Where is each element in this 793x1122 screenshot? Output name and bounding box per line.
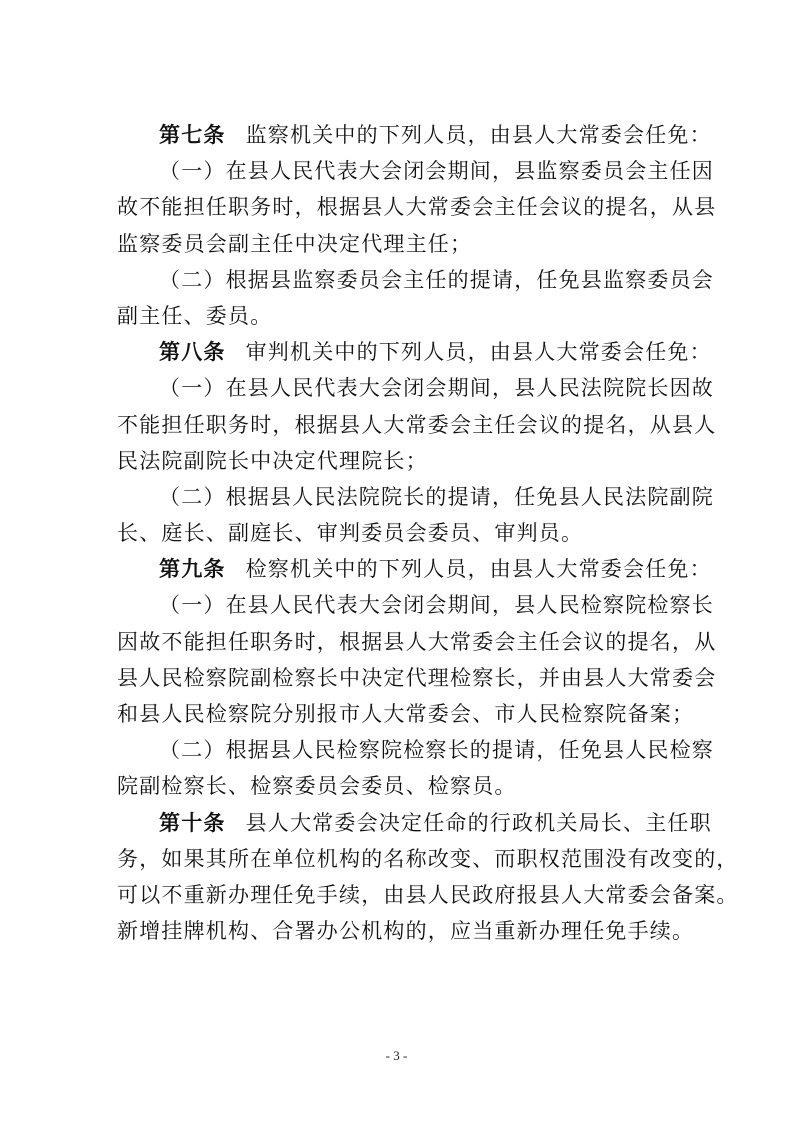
article-8-item-1-line-3: 民法院副院长中决定代理院长； — [117, 448, 428, 473]
article-8-heading — [117, 334, 712, 370]
article-9-item-1-line-3: 县人民检察院副检察长中决定代理检察长，并由县人大常委会 — [117, 665, 717, 690]
article-7-item-1-line-1: （一）在县人民代表大会闭会期间，县监察委员会主任因 — [159, 159, 714, 184]
article-9-lead: 检察机关中的下列人员，由县人大常委会任免： — [245, 557, 712, 582]
article-10-line-4: 新增挂牌机构、合署办公机构的，应当重新办理任免手续。 — [117, 919, 695, 944]
article-10-line-3: 可以不重新办理任免手续，由县人民政府报县人大常委会备案。 — [117, 882, 739, 907]
article-9-item-1-line-1: （一）在县人民代表大会闭会期间，县人民检察院检察长 — [159, 593, 714, 618]
article-10-label: 第十条 — [159, 809, 226, 835]
article-8-lead: 审判机关中的下列人员，由县人大常委会任免： — [245, 340, 712, 365]
article-10-line-2: 务，如果其所在单位机构的名称改变、而职权范围没有改变的， — [117, 846, 739, 871]
article-9-item-1-line-2: 因故不能担任职务时，根据县人大常委会主任会议的提名，从 — [117, 629, 717, 654]
article-9-item-2-line-2: 院副检察长、检察委员会委员、检察员。 — [117, 774, 517, 799]
page-number: - 3 - — [385, 1048, 408, 1063]
document-body — [117, 117, 739, 949]
article-7-item-1-line-3: 监察委员会副主任中决定代理主任； — [117, 231, 473, 256]
article-10-lead: 县人大常委会决定任命的行政机关局长、主任职 — [245, 810, 712, 835]
article-9-item-2-line-1: （二）根据县人民检察院检察长的提请，任免县人民检察 — [159, 738, 714, 763]
article-7-item-2-line-2: 副主任、委员。 — [117, 303, 273, 328]
article-7-heading — [117, 117, 712, 153]
article-9-label: 第九条 — [159, 556, 226, 582]
article-8-item-1-line-1: （一）在县人民代表大会闭会期间，县人民法院院长因故 — [159, 376, 714, 401]
article-8-item-2-line-2: 长、庭长、副庭长、审判委员会委员、审判员。 — [117, 521, 584, 546]
article-7-item-2-line-1: （二）根据县监察委员会主任的提请，任免县监察委员会 — [159, 267, 714, 292]
article-9-heading — [117, 551, 712, 587]
article-7-label: 第七条 — [159, 122, 226, 147]
article-7-item-1-line-2: 故不能担任职务时，根据县人大常委会主任会议的提名，从县 — [117, 195, 717, 220]
article-10-heading — [117, 805, 712, 841]
article-8-item-1-line-2: 不能担任职务时，根据县人大常委会主任会议的提名，从县人 — [117, 412, 717, 437]
article-7-lead: 监察机关中的下列人员，由县人大常委会任免： — [245, 123, 712, 147]
article-8-item-2-line-1: （二）根据县人民法院院长的提请，任免县人民法院副院 — [159, 484, 714, 509]
article-8-label: 第八条 — [159, 339, 226, 365]
article-9-item-1-line-4: 和县人民检察院分别报市人大常委会、市人民检察院备案； — [117, 702, 695, 726]
